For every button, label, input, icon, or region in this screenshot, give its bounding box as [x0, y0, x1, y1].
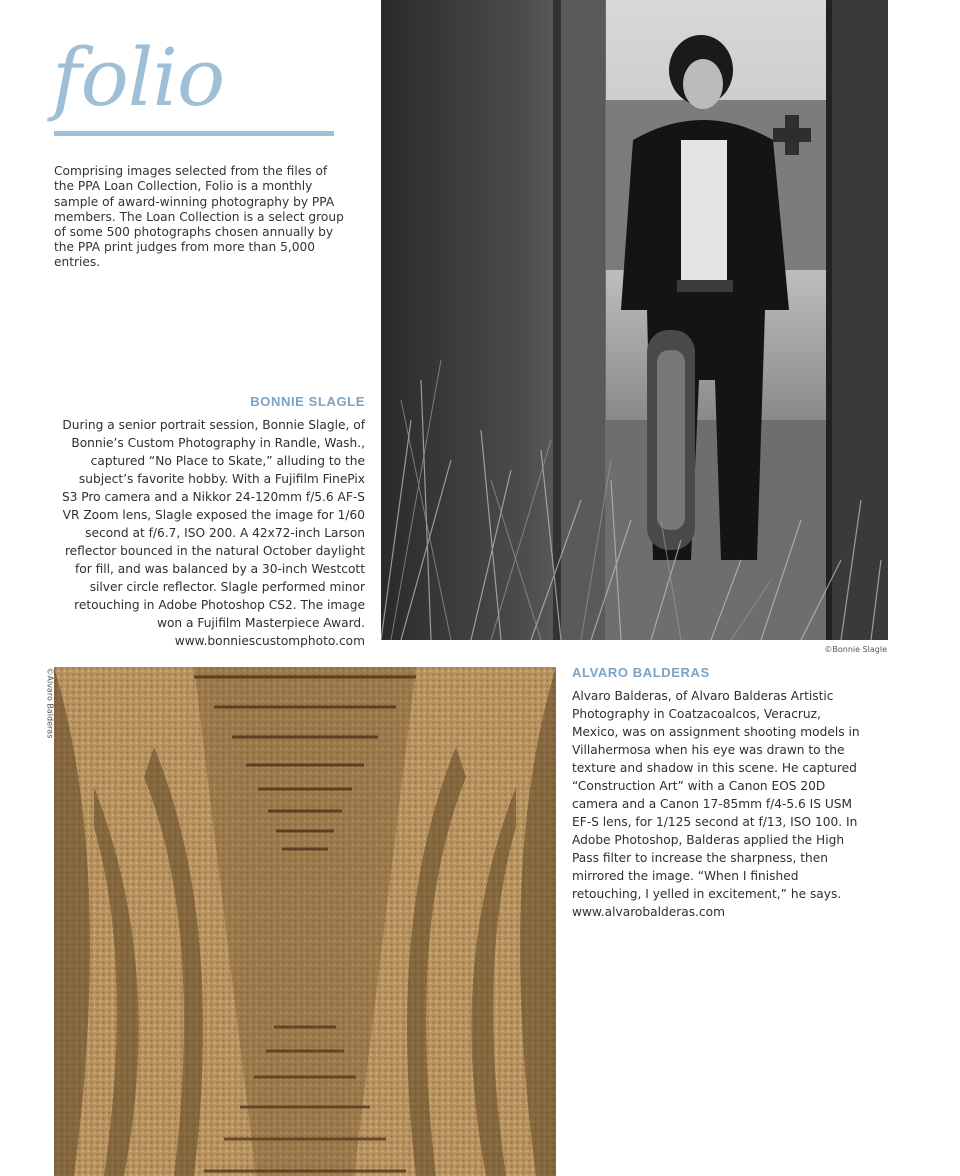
- website-link[interactable]: www.alvarobalderas.com: [572, 905, 725, 919]
- website-link[interactable]: www.bonniescustomphoto.com: [174, 634, 365, 648]
- photo-credit-balderas: ©Alvaro Balderas: [45, 667, 55, 739]
- photographer-name: ALVARO BALDERAS: [572, 665, 710, 680]
- title-rule: [54, 131, 334, 136]
- photographer-name: BONNIE SLAGLE: [250, 394, 365, 409]
- story-body: Alvaro Balderas, of Alvaro Balderas Artistic Photography in Coatzacoalcos, Veracruz, Mexico, was on assignment shooting models in Villahermosa when his eye was drawn to the texture and shadow in this scene. He captured “Construction Art” with a Canon EOS 20D camera and a Canon 17-85mm f/4-5.6 IS USM EF-S lens, for 1/125 second at f/13, ISO 100. In Adobe Photoshop, Balderas applied the High Pass filter to increase the sharpness, then mirrored the image. “When I finished retouching, I yelled in excitement,” he says.: [572, 689, 860, 901]
- skater-portrait-photo: [381, 0, 888, 640]
- story-body: During a senior portrait session, Bonnie Slagle, of Bonnie’s Custom Photography in Randle, Wash., captured “No Place to Skate,” alluding to the subject’s favorite hobby. With a Fujifilm FinePix S3 Pro camera and a Nikkor 24-120mm f/5.6 AF-S VR Zoom lens, Slagle exposed the image for 1/60 second at f/6.7, ISO 200. A 42x72-inch Larson reflector bounced in the natural October daylight for fill, and was balanced by a 30-inch Westcott silver circle reflector. Slagle performed minor retouching in Adobe Photoshop CS2. The image won a Fujifilm Masterpiece Award.: [61, 418, 365, 630]
- story-bonnie-slagle: [60, 393, 365, 650]
- photo-credit-balderas-wrap: [45, 667, 55, 740]
- story-alvaro-balderas: [572, 664, 864, 921]
- intro-paragraph: Comprising images selected from the files of the PPA Loan Collection, Folio is a monthly sample of award-winning photography by PPA members. The Loan Collection is a select group of some 500 photographs chosen annually by the PPA print judges from more than 5,000 entries.: [54, 164, 344, 270]
- photo-credit-slagle: ©Bonnie Slagle: [824, 645, 887, 654]
- construction-art-photo: [54, 667, 556, 1176]
- folio-title: folio: [52, 31, 225, 124]
